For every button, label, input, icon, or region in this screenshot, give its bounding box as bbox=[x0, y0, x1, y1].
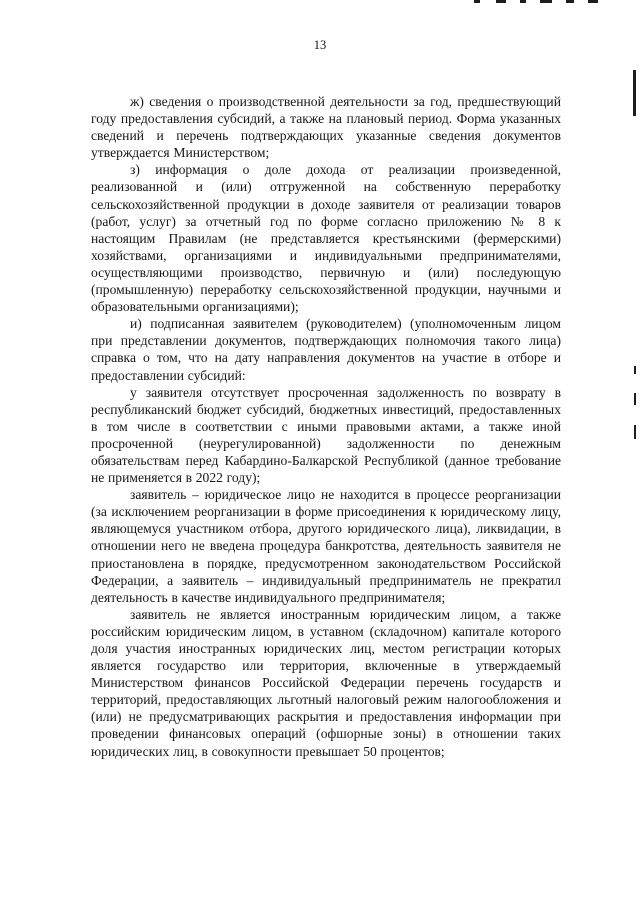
paragraph-no-debt: у заявителя отсутствует просроченная задолженность по возврату в республиканский бюджет субсидий, бюджетных инвестиций, предоставленных в том числе в соответствии с иными правовыми актами, а также иной просроченной (неурегулированной) задолженности по денежным обязательствам перед Кабардино-Балкарской Республикой (данное требование не применяется в 2022 году); bbox=[91, 384, 561, 486]
scan-mark-top-5 bbox=[566, 0, 574, 3]
scan-mark-top-6 bbox=[588, 0, 598, 3]
paragraph-no-reorganization: заявитель – юридическое лицо не находится в процессе реорганизации (за исключением реорганизации в форме присоединения к юридическому лицу, являющемуся участником отбора, другого юридического лица), ликвидации, в отношении него не введена процедура банкротства, деятельность заявителя не приостановлена в порядке, предусмотренном законодательством Российской Федерации, а заявитель – индивидуальный предприниматель не прекратил деятельность в качестве индивидуального предпринимателя; bbox=[91, 487, 561, 605]
scan-mark-right-4 bbox=[634, 425, 636, 439]
paragraph-zh: ж) сведения о производственной деятельности за год, предшествующий году предоставления субсидий, а также на плановый период. Форма указанных сведений и перечень подтверждающих указанные сведения документов утверждается Министерством; bbox=[91, 94, 561, 161]
scan-mark-right-1 bbox=[633, 70, 636, 116]
document-body bbox=[91, 93, 561, 760]
scan-mark-right-3 bbox=[634, 393, 636, 405]
paragraph-i: и) подписанная заявителем (руководителем) (уполномоченным лицом при представлении документов, подтверждающих полномочия такого лица) справка о том, что на дату направления документов на участие в отборе и предоставлении субсидий: bbox=[91, 316, 561, 383]
scan-mark-top-3 bbox=[520, 0, 526, 3]
scan-mark-top-1 bbox=[474, 0, 480, 3]
scan-mark-top-4 bbox=[540, 0, 552, 3]
paragraph-z: з) информация о доле дохода от реализации произведенной, реализованной и (или) отгруженной на собственную переработку сельскохозяйственной продукции в доходе заявителя от реализации товаров (работ, услуг) за отчетный год по форме согласно приложению № 8 к настоящим Правилам (не представляется крестьянскими (фермерскими) хозяйствами, организациями и индивидуальными предпринимателями, осуществляющими производство, первичную и (или) последующую (промышленную) переработку сельскохозяйственной продукции, научными и образовательными организациями); bbox=[91, 162, 561, 315]
scan-mark-top-2 bbox=[496, 0, 506, 3]
scan-mark-right-2 bbox=[634, 366, 636, 374]
paragraph-not-foreign: заявитель не является иностранным юридическим лицом, а также российским юридическим лицом, в уставном (складочном) капитале которого доля участия иностранных юридических лиц, местом регистрации которых является государство или территория, включенные в утверждаемый Министерством финансов Российской Федерации перечень государств и территорий, предоставляющих льготный налоговый режим налогообложения и (или) не предусматривающих раскрытия и предоставления информации при проведении финансовых операций (офшорные зоны) в отношении таких юридических лиц, в совокупности превышает 50 процентов; bbox=[91, 606, 561, 759]
page-number: 13 bbox=[313, 38, 327, 52]
